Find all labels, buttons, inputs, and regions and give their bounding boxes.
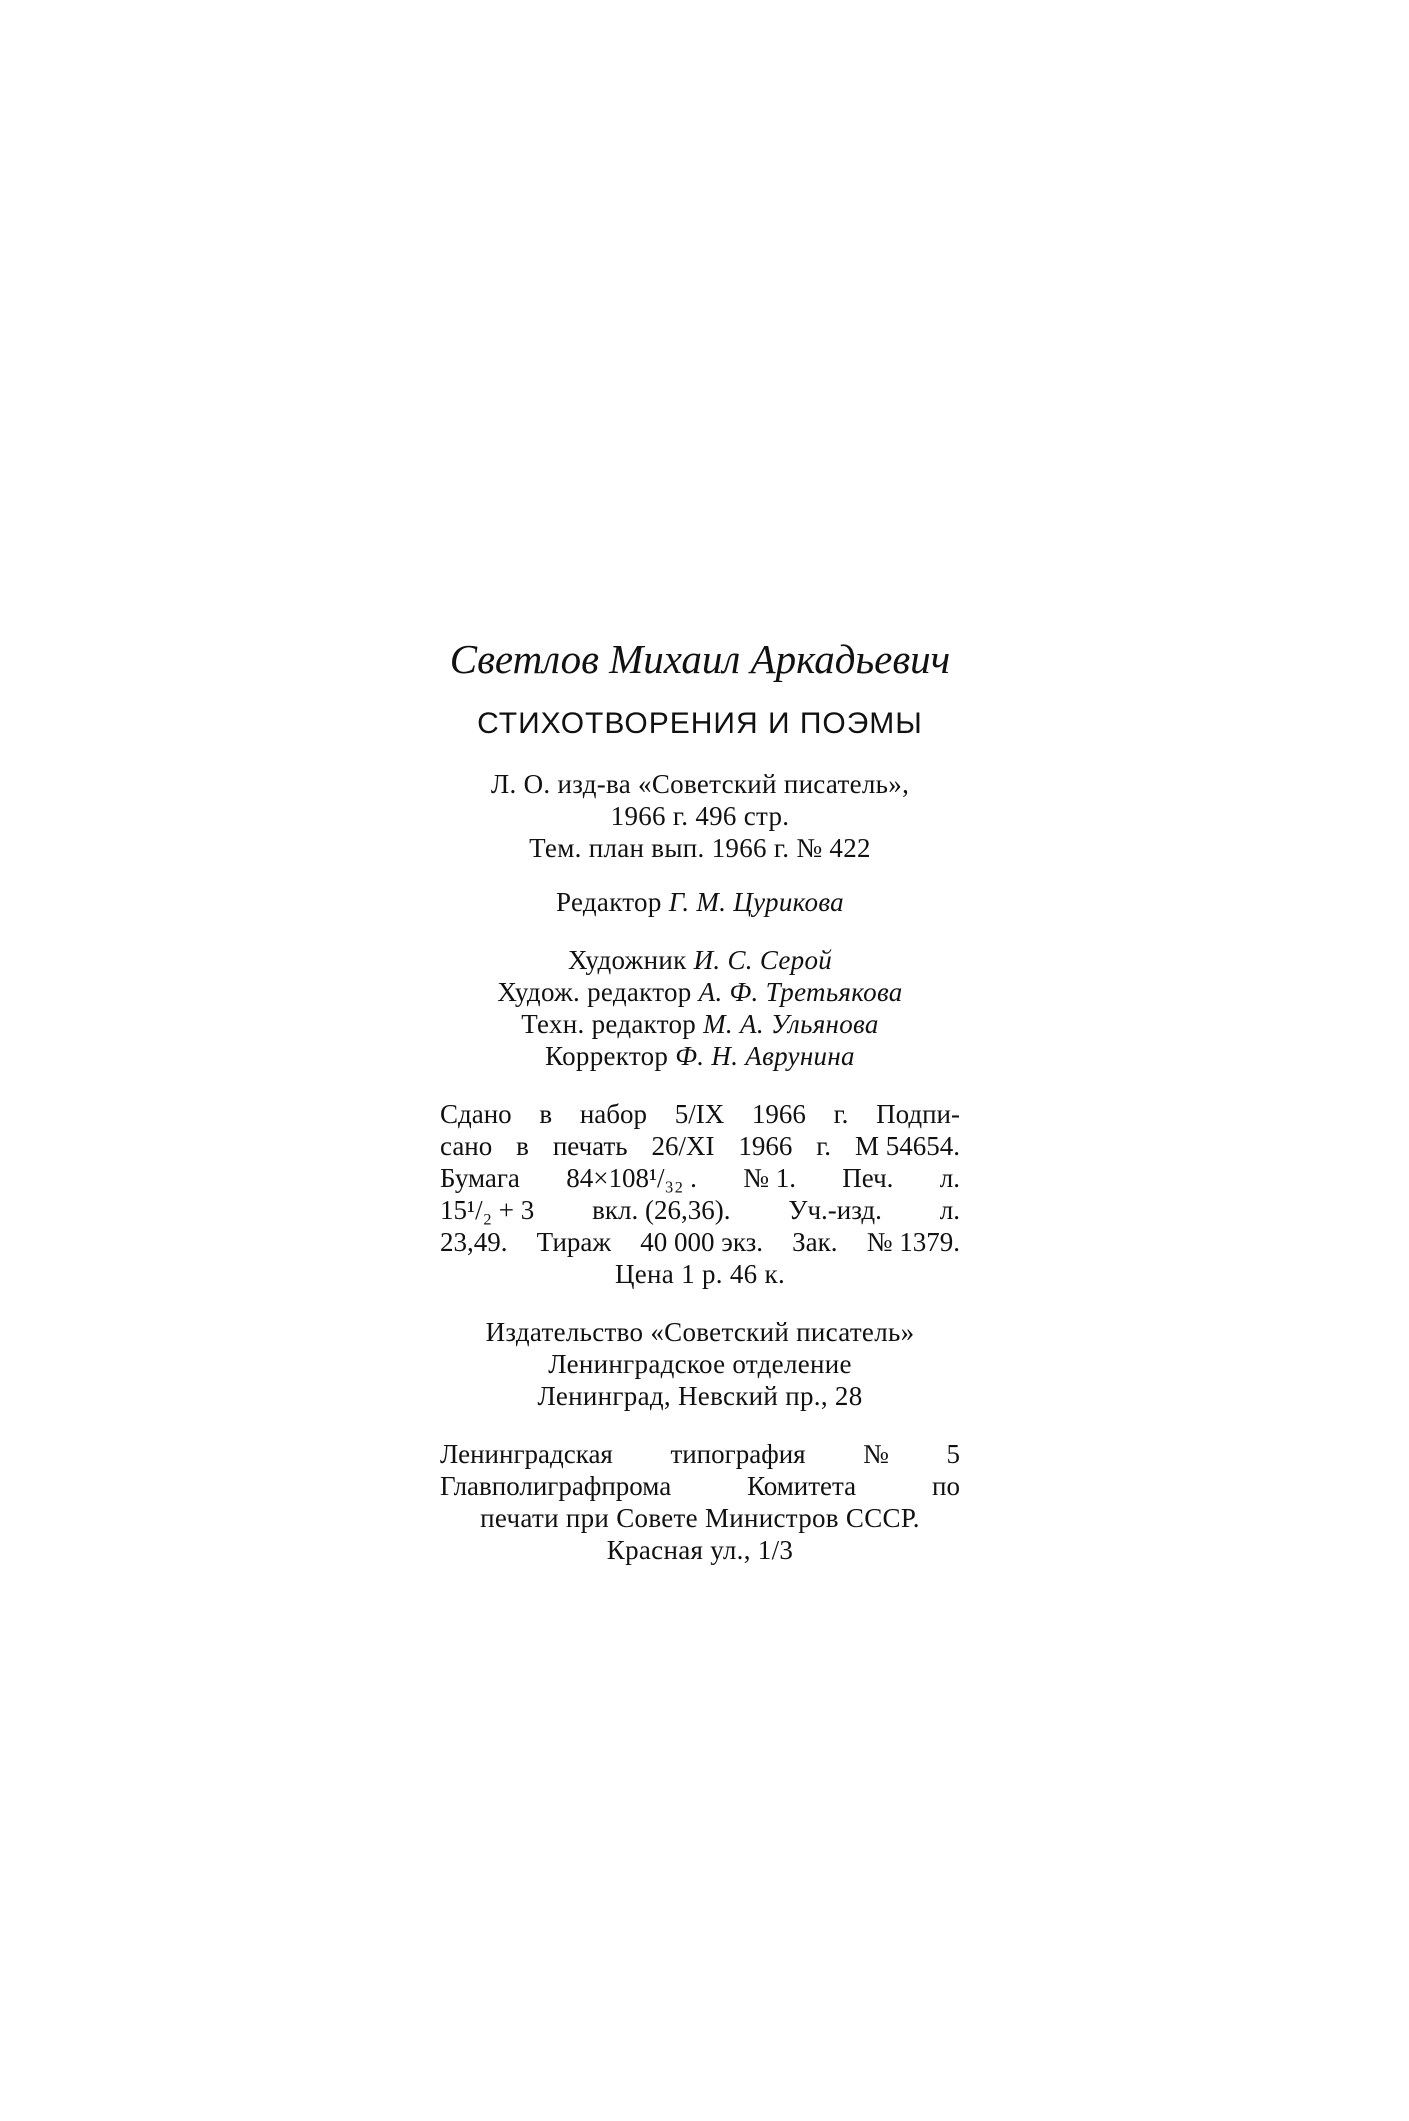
word: сано [440, 1131, 493, 1161]
word: печать [552, 1131, 628, 1161]
colophon [440, 636, 960, 1588]
word: Комитета [747, 1471, 857, 1501]
word: вкл. (26,36). [592, 1195, 731, 1225]
word: 15¹/₂ + 3 [440, 1195, 535, 1225]
printer-line: Красная ул., 1/3 [606, 1535, 794, 1565]
publisher-line: Издательство «Советский писатель» [485, 1317, 915, 1347]
word: 5/IX [674, 1099, 725, 1129]
staff-name: А. Ф. Третьякова [698, 977, 903, 1007]
word: по [932, 1471, 960, 1501]
print-line [440, 1098, 960, 1130]
word: Уч.-изд. [788, 1195, 882, 1225]
word: Главполиграфпрома [440, 1471, 672, 1501]
word: л. [939, 1195, 960, 1225]
word: 5 [946, 1439, 960, 1469]
word: № [863, 1439, 889, 1469]
printer-info [440, 1438, 960, 1566]
word: 1966 [738, 1131, 793, 1161]
staff-role: Техн. редактор [521, 1009, 697, 1039]
word: л. [939, 1163, 960, 1193]
printer-line [440, 1470, 960, 1502]
print-line [440, 1130, 960, 1162]
staff-line [440, 944, 960, 976]
staff-line [440, 976, 960, 1008]
author-name: Светлов Михаил Аркадьевич [449, 636, 951, 682]
word: г. [816, 1131, 832, 1161]
staff-name: И. С. Серой [693, 945, 833, 975]
publisher-line: Ленинград, Невский пр., 28 [537, 1381, 863, 1411]
word: М 54654. [854, 1131, 960, 1161]
word: в [516, 1131, 529, 1161]
word: Печ. [842, 1163, 894, 1193]
staff-role: Худож. редактор [497, 977, 692, 1007]
word: Тираж [536, 1227, 612, 1257]
editor-name: Г. М. Цурикова [668, 887, 844, 917]
staff-name: Ф. Н. Аврунина [675, 1041, 855, 1071]
staff-name: М. А. Ульянова [703, 1009, 879, 1039]
word: 40 000 экз. [640, 1227, 763, 1257]
word: типография [670, 1439, 806, 1469]
printer-line [440, 1438, 960, 1470]
word: 84×108¹/₃₂ . [566, 1163, 697, 1193]
word: 1966 [751, 1099, 806, 1129]
staff-list [440, 944, 960, 1072]
pub-info-line: Л. О. изд-ва «Советский писатель», [490, 769, 910, 799]
print-details [440, 1098, 960, 1290]
publisher-info [440, 1316, 960, 1412]
staff-role: Художник [567, 945, 687, 975]
word: набор [579, 1099, 648, 1129]
staff-role: Корректор [545, 1041, 669, 1071]
editor-line [440, 886, 960, 918]
staff-line [440, 1008, 960, 1040]
word: Бумага [440, 1163, 520, 1193]
word: Ленинградская [440, 1439, 613, 1469]
print-line [440, 1226, 960, 1258]
word: Зак. [792, 1227, 838, 1257]
word: Сдано [440, 1099, 512, 1129]
print-line [440, 1162, 960, 1194]
word: № 1379. [866, 1227, 960, 1257]
pub-info-line: Тем. план вып. 1966 г. № 422 [529, 833, 871, 863]
word: № 1. [743, 1163, 796, 1193]
word: Подпи- [876, 1099, 960, 1129]
word: в [539, 1099, 553, 1129]
word: 26/XI [651, 1131, 715, 1161]
printer-line: печати при Совете Министров СССР. [480, 1503, 920, 1533]
editor-role: Редактор [556, 887, 662, 917]
price-line: Цена 1 р. 46 к. [614, 1259, 786, 1289]
publication-info [440, 768, 960, 864]
print-line [440, 1194, 960, 1226]
staff-line [440, 1040, 960, 1072]
pub-info-line: 1966 г. 496 стр. [610, 801, 790, 831]
word: г. [833, 1099, 849, 1129]
book-title: СТИХОТВОРЕНИЯ И ПОЭМЫ [477, 707, 923, 740]
publisher-line: Ленинградское отделение [548, 1349, 852, 1379]
word: 23,49. [440, 1227, 508, 1257]
